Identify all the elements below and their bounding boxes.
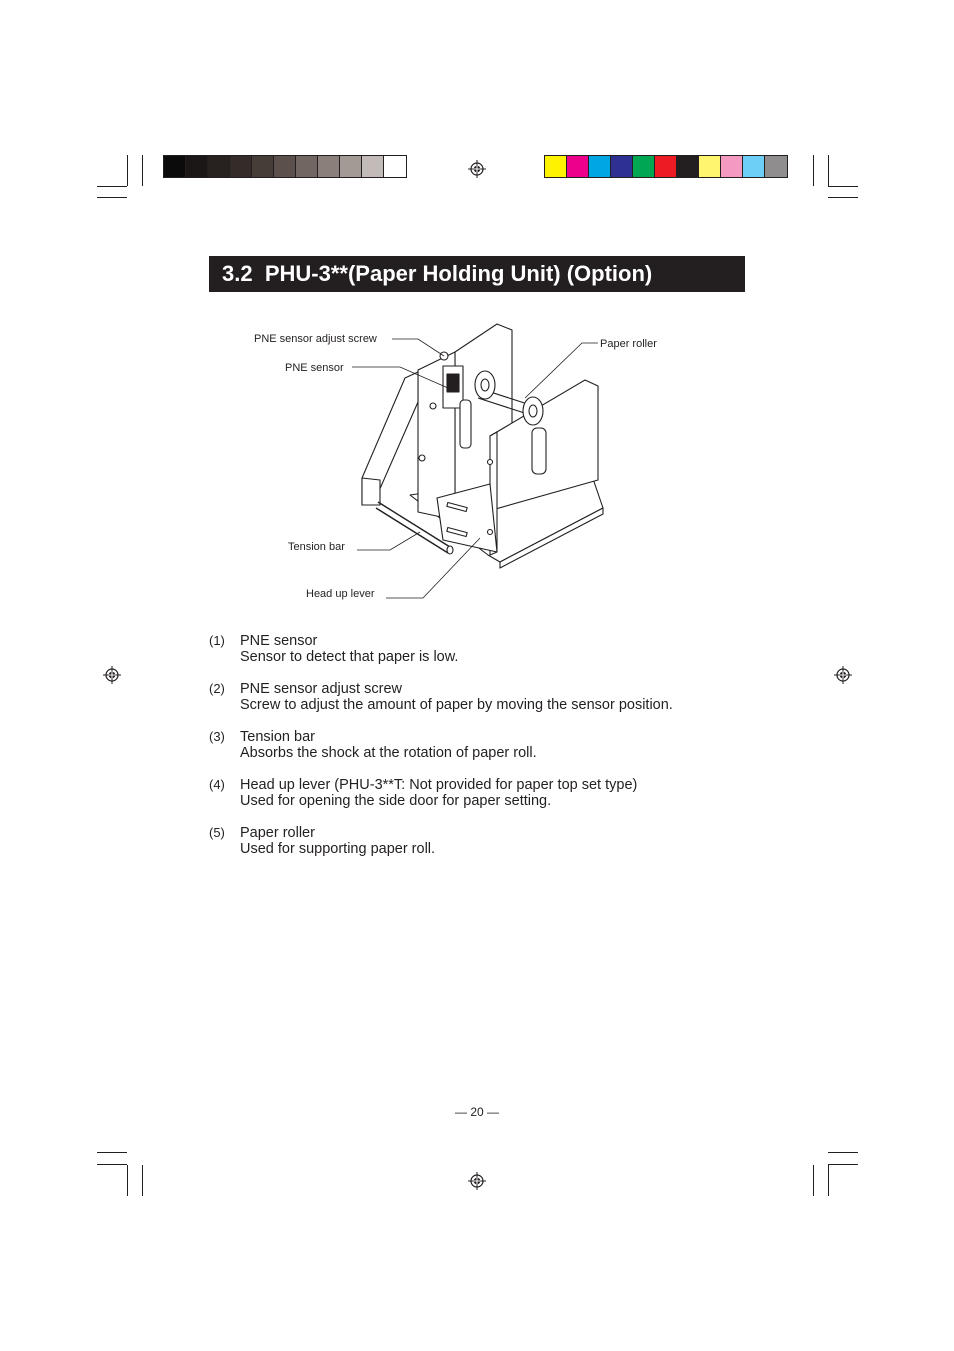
item-description: Used for supporting paper roll. bbox=[240, 841, 436, 857]
item-number: (1) bbox=[209, 633, 225, 648]
item-heading: Paper roller bbox=[240, 825, 315, 841]
callout-head-up-lever: Head up lever bbox=[306, 588, 375, 600]
registration-mark-icon bbox=[834, 666, 852, 684]
item-description: Sensor to detect that paper is low. bbox=[240, 649, 459, 665]
registration-mark-icon bbox=[468, 1172, 486, 1190]
item-heading: PNE sensor bbox=[240, 633, 318, 649]
item-number: (3) bbox=[209, 729, 225, 744]
item-heading: Head up lever (PHU-3**T: Not provided for paper top set type) bbox=[240, 777, 638, 793]
item-heading: PNE sensor adjust screw bbox=[240, 681, 402, 697]
item-description: Absorbs the shock at the rotation of paper roll. bbox=[240, 745, 537, 761]
item-number: (2) bbox=[209, 681, 225, 696]
page-number: — 20 — bbox=[454, 1105, 499, 1119]
section-title-text: PHU-3**(Paper Holding Unit) (Option) bbox=[264, 261, 653, 286]
callout-adjust-screw: PNE sensor adjust screw bbox=[254, 333, 377, 345]
item-number: (5) bbox=[209, 825, 225, 840]
item-number: (4) bbox=[209, 777, 225, 792]
callout-tension-bar: Tension bar bbox=[288, 541, 345, 553]
item-heading: Tension bar bbox=[240, 729, 315, 745]
callout-paper-roller: Paper roller bbox=[600, 338, 657, 350]
item-description: Used for opening the side door for paper setting. bbox=[240, 793, 552, 809]
item-description: Screw to adjust the amount of paper by moving the sensor position. bbox=[240, 697, 673, 713]
section-number: 3.2 bbox=[222, 261, 253, 286]
paper-holding-unit-illustration bbox=[0, 0, 954, 620]
callout-pne-sensor: PNE sensor bbox=[285, 362, 344, 374]
registration-mark-icon bbox=[103, 666, 121, 684]
